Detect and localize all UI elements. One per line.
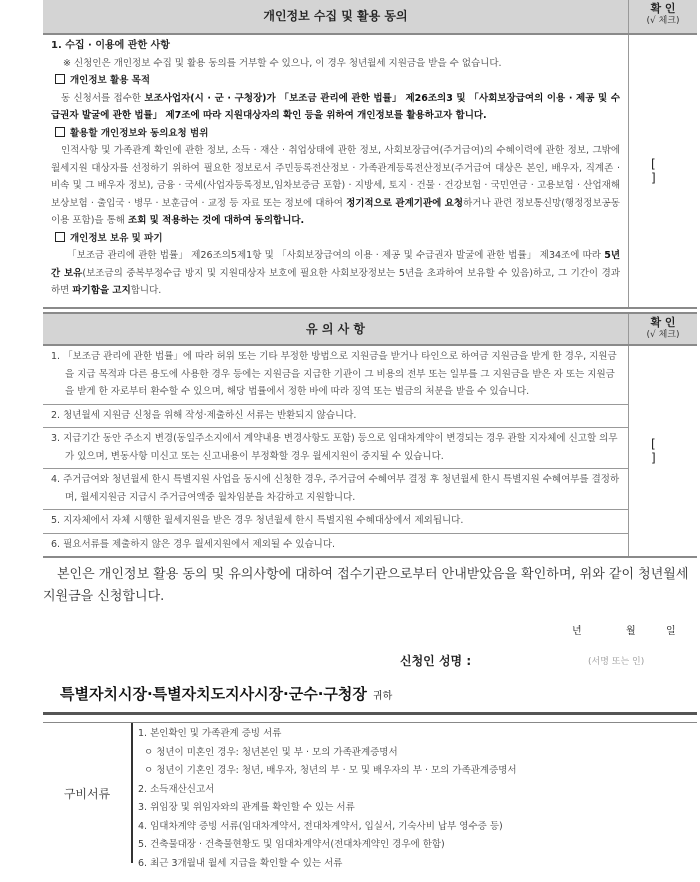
- document-item: ㅇ 청년이 기혼인 경우: 청년, 배우자, 청년의 부 · 모 및 배우자의 부 · 모의 가족관계증명서: [144, 765, 517, 776]
- applicant-statement: 본인은 개인정보 활용 동의 및 유의사항에 대하여 접수기관으로부터 안내받았음을 확인하며, 위와 같이 청년월세 지원금을 신청합니다.: [43, 567, 689, 604]
- notes-header: [43, 314, 697, 346]
- note-item: 1. 「보조금 관리에 관한 법률」에 따라 허위 또는 기타 부정한 방법으로 지원금을 받거나 타인으로 하여금 지원금을 받게 한 경우, 지원금을 지급 목적과 다른 용도에 사용한 경우 등에는 지원금을 지급한 기관이 그 비용의 전부 또는 일부를 그 지원금을 받은 자 또는 지원금을 받게 한 자로부터 환수할 수 있으며, 해당 법률에서 정한 바에 따라 징역 또는 벌금의 처분을 받을 수 있습니다.: [43, 346, 628, 405]
- retention-heading: 개인정보 보유 및 파기: [51, 230, 620, 248]
- document-item: 4. 임대차계약 증빙 서류(임대차계약서, 전대차계약서, 입실서, 기숙사비 납부 영수증 등): [138, 820, 503, 832]
- date-year[interactable]: 년: [572, 626, 582, 637]
- required-documents: [43, 722, 697, 882]
- notes-table: [43, 312, 697, 558]
- notes-checkbox[interactable]: [ ]: [651, 437, 678, 465]
- document-item: 6. 최근 3개월내 월세 지급을 확인할 수 있는 서류: [138, 857, 343, 869]
- document-item: ㅇ 청년이 미혼인 경우: 청년본인 및 부 · 모의 가족관계증명서: [144, 746, 398, 758]
- retention-text: 「보조금 관리에 관한 법률」 제26조의5제1항 및 「사회보장급여의 이용 · 제공 및 수급권자 발굴에 관한 법률」 제34조에 따라 5년간 보유(보조금의 중복부정수급 방지 및 지원대상자 보호에 필요한 사회보장정보는 5년을 초과하여 보유할 수 있음)하고, 그 기간이 경과하면 파기함을 고지합니다.: [51, 250, 620, 296]
- document-item: 2. 소득재산신고서: [138, 783, 215, 795]
- consent-header: [43, 0, 697, 35]
- addressee-suffix: 귀하: [372, 691, 393, 702]
- note-item: 6. 필요서류를 제출하지 않은 경우 월세지원에서 제외될 수 있습니다.: [51, 538, 336, 550]
- check-header-label: 확 인: [650, 316, 676, 329]
- date-day[interactable]: 일: [666, 626, 676, 637]
- note-item: 4. 주거급여와 청년월세 한시 특별지원 사업을 동시에 신청한 경우, 주거급여 수혜여부 결정 후 청년월세 한시 특별지원 수혜여부를 결정하며, 월세지원금 지급시 주거급여액중 월차임분을 차감하고 지원합니다.: [43, 469, 628, 510]
- documents-label: 구비서류: [43, 723, 133, 863]
- date-month[interactable]: 월: [626, 626, 636, 637]
- notes-list: [43, 346, 629, 556]
- signature-hint[interactable]: (서명 또는 인): [588, 657, 645, 667]
- check-header: [629, 314, 697, 344]
- note-item: 5. 지자체에서 자체 시행한 월세지원을 받은 경우 청년월세 한시 특별지원 수혜대상에서 제외됩니다.: [43, 510, 628, 534]
- addressee-name: 특별자치시장·특별자치도지사시장·군수·구청장: [60, 685, 367, 703]
- section-heading: 1. 수집 · 이용에 관한 사항: [51, 40, 170, 51]
- consent-table: [43, 0, 697, 309]
- addressee: [60, 683, 392, 704]
- documents-list: [133, 723, 517, 882]
- document-item: 3. 위임장 및 위임자와의 관계를 확인할 수 있는 서류: [138, 802, 355, 813]
- purpose-text: 동 신청서를 접수한 보조사업자(시 · 군 · 구청장)가 「보조금 관리에 관한 법률」 제26조의3 및 「사회보장급여의 이용 · 제공 및 수급권자 발굴에 관한 법률」 제7조에 따라 지원대상자의 확인 등을 위하여 개인정보를 활용하고자 합니다.: [51, 92, 620, 121]
- notice-text: ※ 신청인은 개인정보 수집 및 활용 동의를 거부할 수 있으나, 이 경우 청년월세 지원금을 받을 수 없습니다.: [63, 57, 502, 69]
- note-item: 3. 지급기간 동안 주소지 변경(동일주소지에서 계약내용 변경사항도 포함) 등으로 임대차계약이 변경되는 경우 관할 지자체에 신고할 의무가 있으며, 변동사항 미신고 또는 신고내용이 부정확할 경우 월세지원이 중지될 수 있습니다.: [43, 428, 628, 469]
- check-header-sub: (√ 체크): [646, 16, 680, 26]
- note-item: 2. 청년월세 지원금 신청을 위해 작성·제출하신 서류는 반환되지 않습니다.: [43, 405, 628, 429]
- document-item: 1. 본인확인 및 가족관계 증빙 서류: [138, 728, 282, 739]
- purpose-heading: 개인정보 활용 목적: [51, 72, 620, 90]
- scope-text: 인적사항 및 가족관계 확인에 관한 정보, 소득 · 재산 · 취업상태에 관한 정보, 사회보장급여(주거급여)의 수혜이력에 관한 정보, 그밖에 월세지원 대상자를 선정하기 위하여 필요한 정보로서 주민등록전산정보 · 가족관계등록전산정보(주거급여 대상은 본인, 배우자, 직계존 · 비속 및 그 배우자 정보), 금융 · 국세(사업자등록정보,임차보증금 포함) · 지방세, 토지 · 건물 · 건강보험 · 국민연금 · 고용보험 · 산업재해보상보험 · 출입국 · 병무 · 보훈급여 · 교정 등 자료 또는 정보에 대하여 정기적으로 관계기관에 요청하거나 관련 정보통신망(행정정보공동이용 포함)을 통해 조회 및 적용하는 것에 대하여 동의합니다.: [51, 145, 620, 226]
- check-header-sub: (√ 체크): [646, 330, 680, 340]
- signature-label: 신청인 성명 :: [400, 654, 472, 668]
- notes-title: 유 의 사 항: [43, 314, 629, 344]
- consent-title: 개인정보 수집 및 활용 동의: [43, 0, 629, 33]
- document-item: 5. 건축물대장 · 건축물현황도 및 임대차계약서(전대차계약인 경우에 한함): [138, 839, 445, 850]
- check-header: [629, 0, 697, 33]
- consent-content: [43, 35, 629, 307]
- divider: [43, 712, 697, 715]
- consent-checkbox[interactable]: [ ]: [651, 157, 678, 185]
- check-header-label: 확 인: [650, 2, 676, 15]
- scope-heading: 활용할 개인정보와 동의요청 범위: [51, 125, 620, 143]
